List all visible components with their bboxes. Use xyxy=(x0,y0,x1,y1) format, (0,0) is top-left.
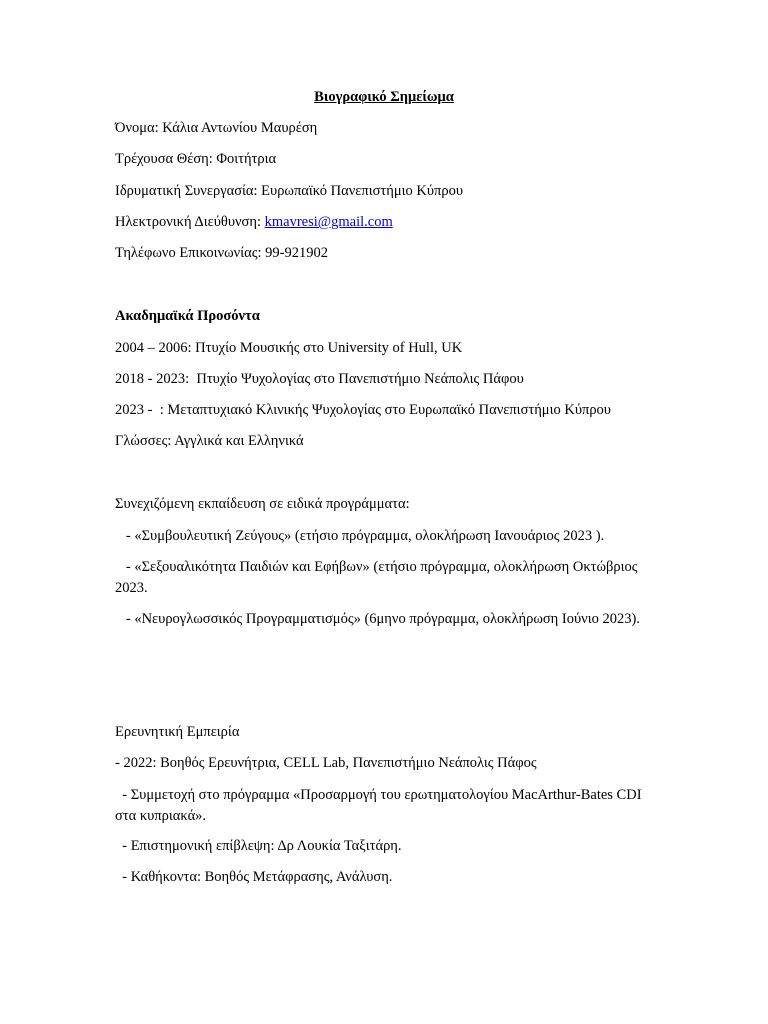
research-item: - Καθήκοντα: Βοηθός Μετάφρασης, Ανάλυση. xyxy=(115,869,393,885)
training-item: - «Νευρογλωσσικός Προγραμματισμός» (6μηνο πρόγραμμα, ολοκλήρωση Ιούνιο 2023). xyxy=(115,611,640,627)
email-line xyxy=(115,212,658,233)
research-heading: Ερευνητική Εμπειρία xyxy=(115,724,240,740)
document-title: Βιογραφικό Σημείωμα xyxy=(314,89,454,105)
training-item: - «Σεξουαλικότητα Παιδιών και Εφήβων» (ετήσιο πρόγραμμα, ολοκλήρωση Οκτώβριος 2023. xyxy=(115,559,642,596)
research-item: - Επιστημονική επίβλεψη: Δρ Λουκία Ταξιτάρη. xyxy=(115,838,402,854)
academic-heading: Ακαδημαϊκά Προσόντα xyxy=(115,308,260,324)
academic-item: 2023 - : Μεταπτυχιακό Κλινικής Ψυχολογίας στο Ευρωπαϊκό Πανεπιστήμιο Κύπρου xyxy=(115,402,611,418)
research-item: - Συμμετοχή στο πρόγραμμα «Προσαρμογή του ερωτηματολογίου MacArthur-Bates CDI στα κυπριακά». xyxy=(115,787,646,824)
name-line: Όνομα: Κάλια Αντωνίου Μαυρέση xyxy=(115,120,318,136)
academic-item: 2004 – 2006: Πτυχίο Μουσικής στο University of Hull, UK xyxy=(115,340,463,356)
academic-item: Γλώσσες: Αγγλικά και Ελληνικά xyxy=(115,433,304,449)
institution-line: Ιδρυματική Συνεργασία: Ευρωπαϊκό Πανεπιστήμιο Κύπρου xyxy=(115,183,464,199)
email-link[interactable]: kmavresi@gmail.com xyxy=(264,214,393,230)
training-heading: Συνεχιζόμενη εκπαίδευση σε ειδικά προγράμματα: xyxy=(115,496,410,512)
research-item: - 2022: Βοηθός Ερευνήτρια, CELL Lab, Πανεπιστήμιο Νεάπολις Πάφος xyxy=(115,755,537,771)
training-item: - «Συμβουλευτική Ζεύγους» (ετήσιο πρόγραμμα, ολοκλήρωση Ιανουάριος 2023 ). xyxy=(115,528,605,544)
academic-item: 2018 - 2023: Πτυχίο Ψυχολογίας στο Πανεπιστήμιο Νεάπολις Πάφου xyxy=(115,371,524,387)
email-label: Ηλεκτρονική Διεύθυνση: xyxy=(115,214,265,230)
phone-line: Τηλέφωνο Επικοινωνίας: 99-921902 xyxy=(115,245,328,261)
position-line: Τρέχουσα Θέση: Φοιτήτρια xyxy=(115,151,277,167)
